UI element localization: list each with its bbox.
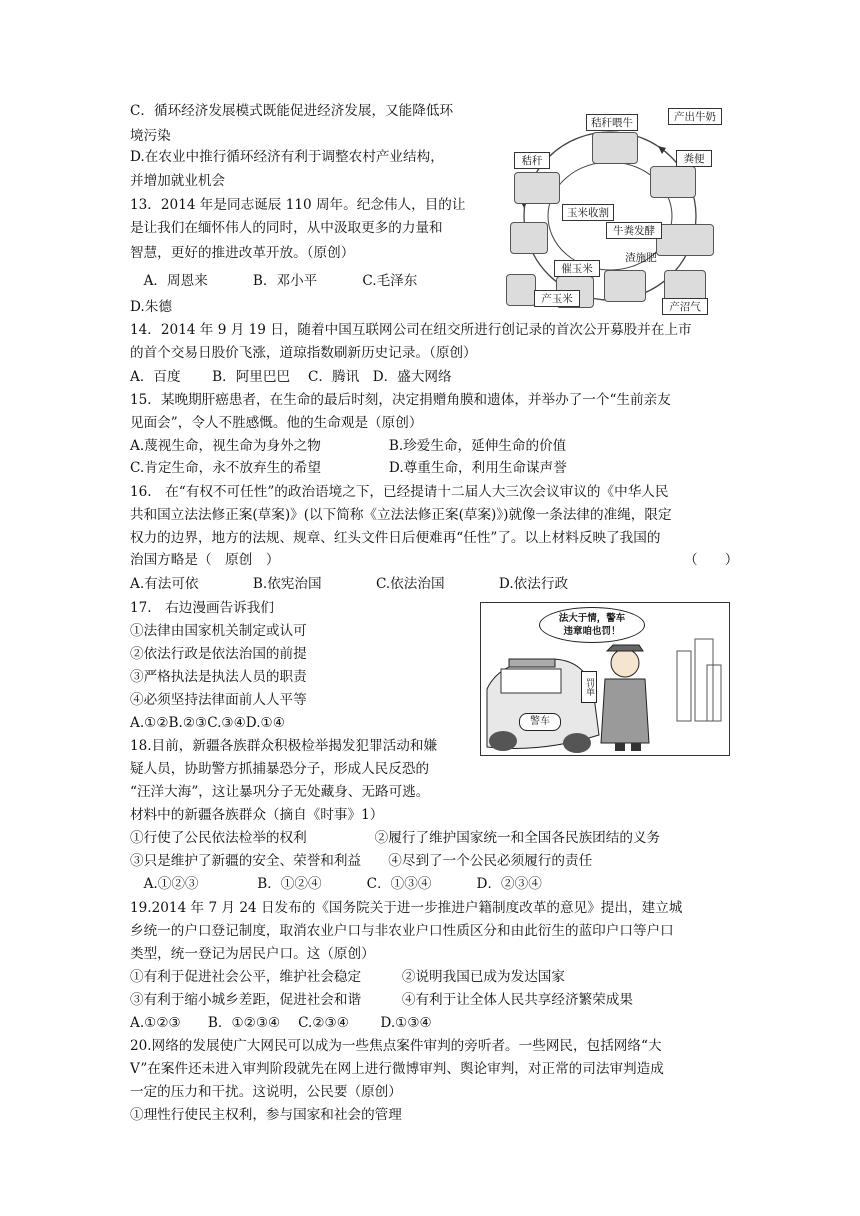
speech-bubble — [539, 607, 645, 643]
text-line: ③有利于缩小城乡差距，促进社会和谐 ④有利于让全体人民共享经济繁荣成果 — [130, 992, 633, 1008]
q15-options-cd: C.肯定生命，永不放弃生的希望 D.尊重生命，利用生命谋声誉 — [130, 460, 567, 476]
fermentation-image — [656, 224, 714, 256]
question-15: 15．某晚期肝癌患者，在生命的最后时刻，决定捐赠角膜和遗体，并举办了一个“生前亲友 — [130, 392, 671, 408]
text-line: 共和国立法法修正案(草案)》(以下简称《立法法修正案(草案)》)就像一条法律的准绳，限定 — [130, 507, 672, 523]
text-line: ①法律由国家机关制定或认可 — [130, 623, 307, 639]
corn-harvest-image — [510, 222, 548, 254]
cycle-label-fermentation: 牛粪发酵 — [606, 222, 662, 239]
text-line: “汪洋大海”，这让暴巩分子无处藏身、无路可逃。 — [130, 784, 430, 800]
question-13: 13．2014 年是同志诞辰 110 周年。纪念伟人，目的让 — [130, 197, 466, 213]
text-line: 疑人员，协助警方抓捕暴恐分子，形成人民反恐的 — [130, 761, 430, 777]
cycle-label-fertilize: 渣施肥 — [625, 252, 657, 264]
cycle-label-milk: 产出牛奶 — [668, 108, 722, 125]
text-line: 类型，统一登记为居民户口。这（原创） — [130, 946, 375, 962]
cycle-diagram — [506, 104, 726, 316]
text-line: V”在案件还未进入审判阶段就先在网上进行微博审判、舆论审判，对正常的司法审判造成 — [130, 1061, 664, 1077]
police-cartoon — [480, 602, 730, 756]
question-18: 18.目前，新疆各族群众积极检举揭发犯罪活动和嫌 — [130, 738, 438, 754]
car-label: 警车 — [519, 713, 561, 731]
text-line: 权力的边界，地方的法规、规章、红头文件日后便难再“任性”了。以上材料反映了我国的 — [130, 530, 661, 546]
q16-options: A.有法可依 B.依宪治国 C.依法治国 D.依法行政 — [130, 576, 569, 592]
q13-options: A．周恩来 B．邓小平 C.毛泽东 — [130, 273, 418, 289]
speech-line: 违章咱也罚！ — [563, 626, 621, 637]
q17-options: A.①②B.②③C.③④D.①④ — [130, 715, 285, 731]
text-line: 乡统一的户口登记制度，取消农业户口与非农业户口性质区分和由此衍生的蓝印户口等户口 — [130, 923, 674, 939]
q15-options-ab: A.蔑视生命，视生命为身外之物 B.珍爱生命，延伸生命的价值 — [130, 438, 567, 454]
biogas-image — [604, 270, 646, 302]
text-line: ②依法行政是依法治国的前提 — [130, 646, 307, 662]
speech-line: 法大于情，警车 — [558, 613, 626, 624]
question-16: 16. 在“有权不可任性”的政治语境之下，已经提请十二届人大三次会议审议的《中华人民 — [130, 484, 669, 500]
cycle-label-harvest: 玉米收割 — [562, 204, 614, 221]
q19-options: A.①②③ B．①②③④ C.②③④ D.①③④ — [130, 1015, 432, 1031]
cycle-label-corn-yield: 产玉米 — [534, 290, 580, 307]
text-line: ③只是维护了新疆的安全、荣誉和利益 ④尽到了一个公民必须履行的责任 — [130, 853, 593, 869]
question-17: 17. 右边漫画告诉我们 — [130, 600, 274, 616]
cycle-label-grow-corn: 催玉米 — [554, 260, 600, 277]
q14-options: A．百度 B．阿里巴巴 C．腾讯 D．盛大网络 — [130, 369, 452, 385]
ticket: 罚单 — [581, 671, 597, 703]
text-line: 境污染 — [130, 128, 171, 144]
q13-option-d: D.朱德 — [130, 299, 172, 315]
question-20: 20.网络的发展使广大网民可以成为一些焦点案件审判的旁听者。一些网民，包括网络“大 — [130, 1038, 662, 1054]
text-line: ④必须坚持法律面前人人平等 — [130, 692, 307, 708]
straw-image — [514, 172, 560, 204]
cycle-label-straw: 秸秆 — [514, 152, 550, 169]
text-line: C．循环经济发展模式既能促进经济发展，又能降低环 — [130, 103, 454, 119]
text-line: 一定的压力和干扰。这说明，公民要（原创） — [130, 1084, 402, 1100]
answer-parentheses: （ ） — [684, 552, 739, 568]
q18-options: A.①②③ B．①②④ C．①③④ D．②③④ — [130, 876, 542, 892]
cycle-label-biogas: 产沼气 — [662, 298, 708, 315]
corn-growing-image — [506, 274, 536, 306]
question-14: 14．2014 年 9 月 19 日，随着中国互联网公司在纽交所进行创记录的首次公开募股并在上市 — [130, 322, 692, 338]
text-line: 治国方略是（ 原创 ） — [130, 552, 280, 568]
manure-image — [650, 166, 696, 198]
text-line: ①理性行使民主权利，参与国家和社会的管理 — [130, 1107, 402, 1123]
text-line: ①有利于促进社会公平，维护社会稳定 ②说明我国已成为发达国家 — [130, 969, 565, 985]
text-line: D.在农业中推行循环经济有利于调整农村产业结构， — [130, 149, 444, 165]
text-line: ①行使了公民依法检举的权利 ②履行了维护国家统一和全国各民族团结的义务 — [130, 830, 661, 846]
cycle-label-straw-feed: 秸秆喂牛 — [586, 114, 638, 131]
cow-image — [592, 132, 638, 164]
text-line: 并增加就业机会 — [130, 173, 226, 189]
cycle-label-manure: 粪便 — [676, 150, 712, 167]
text-line: ③严格执法是执法人员的职责 — [130, 669, 307, 685]
text-line: 的首个交易日股价飞涨，道琼指数刷新历史记录。（原创） — [130, 345, 477, 361]
text-line: 材料中的新疆各族群众（摘自《时事》1） — [130, 807, 384, 823]
text-line: 是让我们在缅怀伟人的同时，从中汲取更多的力量和 — [130, 220, 443, 236]
question-19: 19.2014 年 7 月 24 日发布的《国务院关于进一步推进户籍制度改革的意见》提出，建立城 — [130, 900, 683, 916]
text-line: 见面会”，令人不胜感慨。他的生命观是（原创） — [130, 415, 423, 431]
text-line: 智慧，更好的推进改革开放。（原创） — [130, 245, 355, 261]
